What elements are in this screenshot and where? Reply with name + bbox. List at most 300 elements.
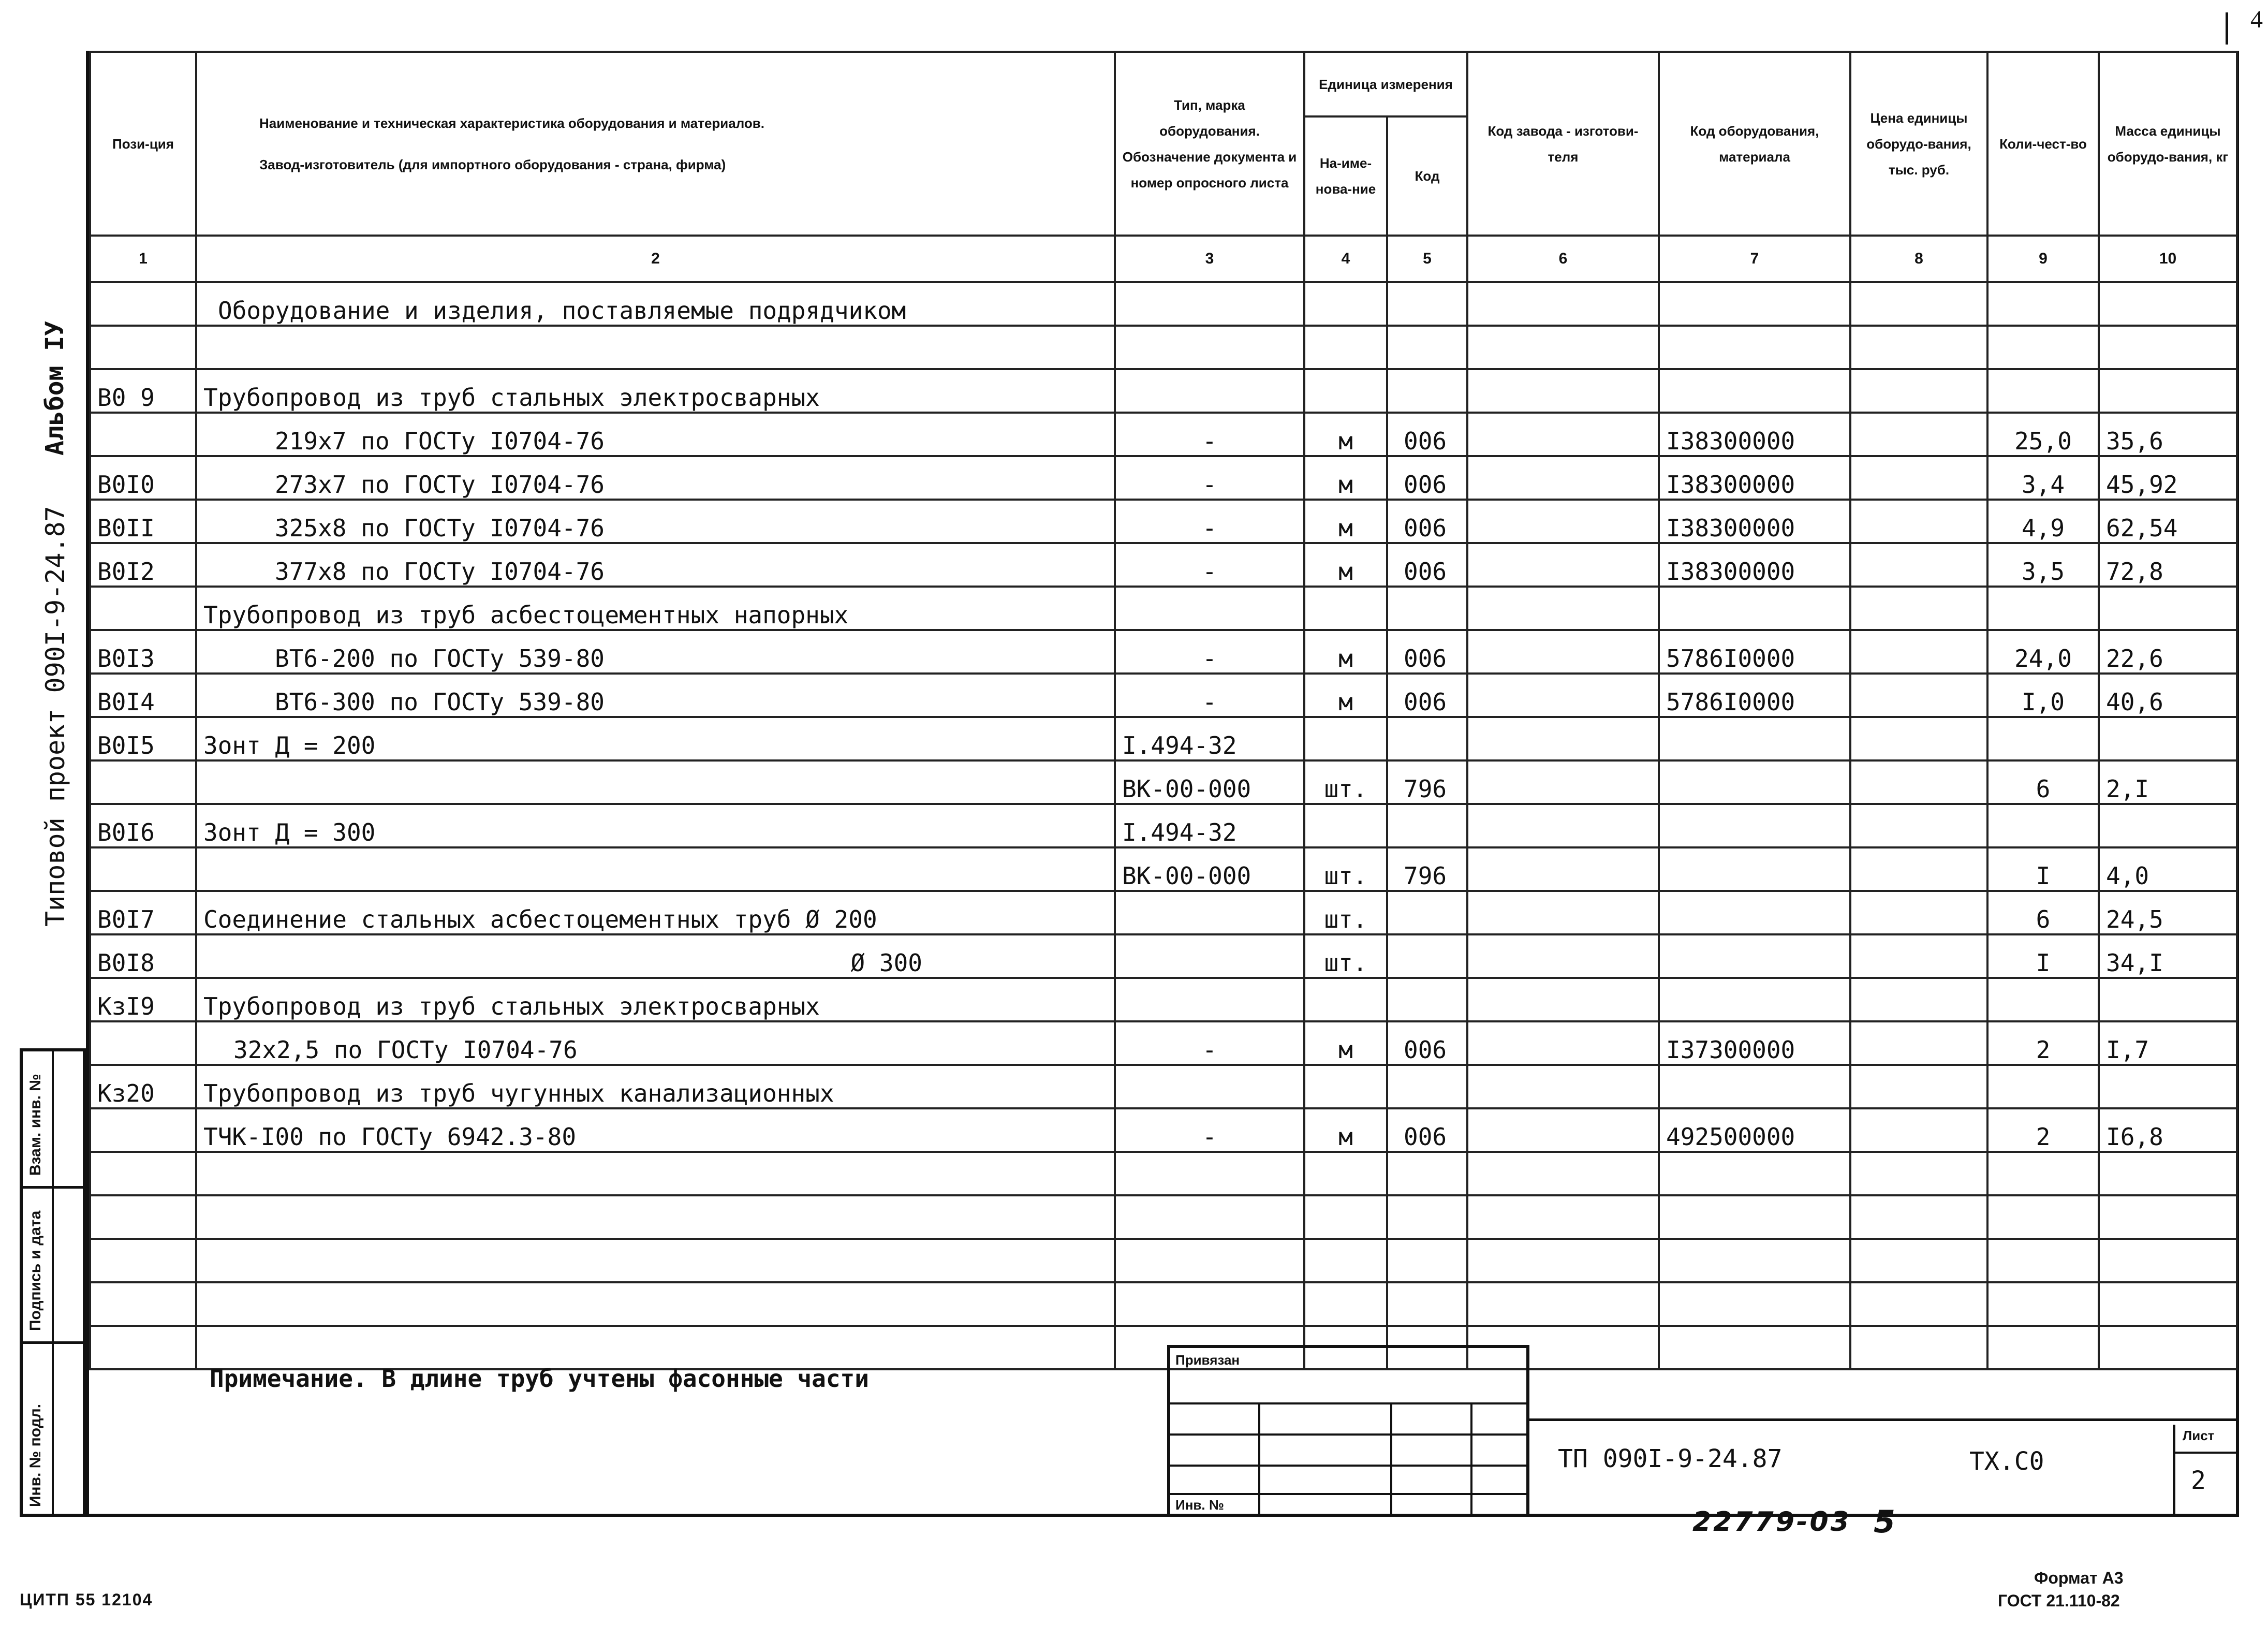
cell-mass	[2099, 282, 2237, 326]
cell-position	[90, 1239, 196, 1282]
cell-unit-code: 006	[1387, 674, 1467, 717]
cell-factory-code	[1467, 413, 1659, 456]
cell-material-code: 5786I0000	[1659, 630, 1850, 674]
cell-type	[1115, 587, 1304, 630]
header-factory-code: Код завода - изготови-теля	[1467, 52, 1659, 236]
project-label: Типовой проект 090I-9-24.87	[40, 506, 70, 927]
document-code: ТП 090I-9-24.87	[1558, 1444, 1783, 1473]
binding-line	[1170, 1433, 1526, 1436]
cell-factory-code	[1467, 500, 1659, 543]
sheet-label: Лист	[2183, 1428, 2215, 1443]
cell-price	[1850, 1326, 1987, 1369]
table-row	[90, 674, 2237, 717]
cell-position	[90, 1326, 196, 1369]
cell-mass	[2099, 1195, 2237, 1239]
stamp-label-signature: Подпись и дата	[27, 1210, 44, 1331]
cell-mass: 2,I	[2099, 760, 2237, 804]
cell-quantity	[1987, 587, 2099, 630]
strip-divider	[23, 1341, 83, 1344]
strip-divider	[23, 1186, 83, 1189]
inventory-extra: 5	[1874, 1504, 1895, 1540]
cell-material-code	[1659, 1326, 1850, 1369]
cell-mass: 72,8	[2099, 543, 2237, 587]
cell-material-code	[1659, 891, 1850, 934]
sheet-separator	[2175, 1452, 2236, 1454]
cell-type	[1115, 1195, 1304, 1239]
binding-vline	[1390, 1402, 1392, 1514]
cell-quantity	[1987, 1195, 2099, 1239]
cell-quantity: I	[1987, 847, 2099, 891]
cell-material-code: I38300000	[1659, 413, 1850, 456]
cell-mass: 24,5	[2099, 891, 2237, 934]
stamp-label-replacement: Взам. инв. №	[27, 1074, 44, 1176]
cell-name: Трубопровод из труб стальных электросварных	[196, 978, 1115, 1021]
cell-name: 32х2,5 по ГОСТу I0704-76	[196, 1021, 1115, 1065]
cell-unit-code	[1387, 282, 1467, 326]
cell-price	[1850, 760, 1987, 804]
header-unit-name: На-име-нова-ние	[1304, 116, 1387, 236]
cell-name: Зонт Д = 300	[196, 804, 1115, 847]
cell-mass	[2099, 326, 2237, 369]
cell-unit-code: 006	[1387, 1021, 1467, 1065]
cell-mass	[2099, 369, 2237, 413]
cell-material-code	[1659, 847, 1850, 891]
cell-material-code	[1659, 934, 1850, 978]
cell-type: -	[1115, 1108, 1304, 1152]
cell-unit-name: м	[1304, 674, 1387, 717]
cell-mass	[2099, 804, 2237, 847]
strip-divider	[52, 1051, 54, 1514]
cell-position	[90, 1282, 196, 1326]
cell-quantity	[1987, 326, 2099, 369]
cell-quantity: 2	[1987, 1021, 2099, 1065]
cell-position	[90, 282, 196, 326]
cell-factory-code	[1467, 978, 1659, 1021]
cell-position: В0I2	[90, 543, 196, 587]
sheet-number: 2	[2191, 1466, 2206, 1495]
cell-position	[90, 847, 196, 891]
cell-mass: 4,0	[2099, 847, 2237, 891]
header-mass: Масса единицы оборудо-вания, кг	[2099, 52, 2237, 236]
cell-position: В0I5	[90, 717, 196, 760]
cell-position: В0I6	[90, 804, 196, 847]
cell-price	[1850, 500, 1987, 543]
cell-unit-code: 796	[1387, 760, 1467, 804]
cell-price	[1850, 978, 1987, 1021]
cell-price	[1850, 891, 1987, 934]
table-row	[90, 587, 2237, 630]
column-number: 8	[1850, 236, 1987, 282]
cell-name: 273х7 по ГОСТу I0704-76	[196, 456, 1115, 500]
cell-unit-name: м	[1304, 500, 1387, 543]
page-number: 4	[2250, 6, 2263, 33]
cell-position: Кз20	[90, 1065, 196, 1108]
cell-price	[1850, 1152, 1987, 1195]
cell-name	[196, 760, 1115, 804]
title-block-line	[1529, 1418, 2236, 1421]
cell-quantity: 4,9	[1987, 500, 2099, 543]
cell-factory-code	[1467, 326, 1659, 369]
table-row	[90, 1021, 2237, 1065]
cell-price	[1850, 1195, 1987, 1239]
cell-quantity	[1987, 804, 2099, 847]
cell-type	[1115, 934, 1304, 978]
cell-position: В0I8	[90, 934, 196, 978]
page-corner-tick	[2226, 12, 2228, 45]
column-number: 1	[90, 236, 196, 282]
cell-material-code: 5786I0000	[1659, 674, 1850, 717]
cell-price	[1850, 369, 1987, 413]
cell-factory-code	[1467, 1282, 1659, 1326]
cell-unit-name: м	[1304, 543, 1387, 587]
cell-mass: 45,92	[2099, 456, 2237, 500]
cell-type: I.494-32	[1115, 804, 1304, 847]
cell-unit-name	[1304, 369, 1387, 413]
table-row	[90, 717, 2237, 760]
cell-position	[90, 587, 196, 630]
cell-type	[1115, 1282, 1304, 1326]
cell-position	[90, 1195, 196, 1239]
cell-price	[1850, 934, 1987, 978]
cell-material-code	[1659, 717, 1850, 760]
cell-name	[196, 1239, 1115, 1282]
cell-type: ВК-00-000	[1115, 847, 1304, 891]
column-number: 6	[1467, 236, 1659, 282]
cell-unit-code: 006	[1387, 456, 1467, 500]
cell-type: ВК-00-000	[1115, 760, 1304, 804]
cell-material-code	[1659, 1239, 1850, 1282]
column-number: 10	[2099, 236, 2237, 282]
cell-unit-name	[1304, 1195, 1387, 1239]
printer-mark: ЦИТП 55 12104	[20, 1590, 153, 1609]
cell-unit-code: 006	[1387, 500, 1467, 543]
cell-factory-code	[1467, 1152, 1659, 1195]
table-row	[90, 282, 2237, 326]
cell-unit-name	[1304, 978, 1387, 1021]
cell-factory-code	[1467, 1239, 1659, 1282]
cell-position	[90, 760, 196, 804]
cell-unit-code	[1387, 978, 1467, 1021]
cell-mass	[2099, 1239, 2237, 1282]
cell-unit-name: шт.	[1304, 760, 1387, 804]
header-name	[196, 52, 1115, 236]
cell-material-code	[1659, 1152, 1850, 1195]
format-label: Формат А3	[2034, 1569, 2124, 1587]
cell-unit-name	[1304, 1239, 1387, 1282]
sheet-box	[2173, 1425, 2236, 1517]
cell-unit-code: 796	[1387, 847, 1467, 891]
cell-position: КзI9	[90, 978, 196, 1021]
cell-type	[1115, 1239, 1304, 1282]
cell-name: Соединение стальных асбестоцементных труб Ø 200	[196, 891, 1115, 934]
table-row	[90, 978, 2237, 1021]
header-name-line1: Наименование и техническая характеристика оборудования и материалов.	[259, 115, 765, 131]
cell-name: 219х7 по ГОСТу I0704-76	[196, 413, 1115, 456]
cell-unit-name	[1304, 282, 1387, 326]
column-number: 2	[196, 236, 1115, 282]
column-number: 3	[1115, 236, 1304, 282]
cell-factory-code	[1467, 543, 1659, 587]
document-mark: ТХ.С0	[1969, 1447, 2044, 1476]
cell-unit-name: шт.	[1304, 847, 1387, 891]
cell-mass: 62,54	[2099, 500, 2237, 543]
cell-price	[1850, 804, 1987, 847]
cell-name: Трубопровод из труб чугунных канализационных	[196, 1065, 1115, 1108]
table-row	[90, 543, 2237, 587]
cell-mass	[2099, 1282, 2237, 1326]
cell-factory-code	[1467, 674, 1659, 717]
cell-position	[90, 1108, 196, 1152]
cell-unit-code: 006	[1387, 543, 1467, 587]
cell-material-code	[1659, 804, 1850, 847]
cell-quantity	[1987, 1152, 2099, 1195]
cell-factory-code	[1467, 847, 1659, 891]
cell-factory-code	[1467, 282, 1659, 326]
cell-unit-code	[1387, 717, 1467, 760]
cell-factory-code	[1467, 456, 1659, 500]
cell-price	[1850, 543, 1987, 587]
cell-factory-code	[1467, 1065, 1659, 1108]
note-text: Примечание. В длине труб учтены фасонные части	[210, 1365, 869, 1393]
gost-label: ГОСТ 21.110-82	[1998, 1591, 2120, 1610]
cell-name: ВТ6-300 по ГОСТу 539-80	[196, 674, 1115, 717]
cell-type	[1115, 369, 1304, 413]
header-quantity: Коли-чест-во	[1987, 52, 2099, 236]
cell-material-code	[1659, 1195, 1850, 1239]
cell-type: I.494-32	[1115, 717, 1304, 760]
cell-quantity: I	[1987, 934, 2099, 978]
cell-unit-name	[1304, 587, 1387, 630]
cell-price	[1850, 630, 1987, 674]
cell-name: ТЧК-I00 по ГОСТу 6942.3-80	[196, 1108, 1115, 1152]
cell-unit-code	[1387, 326, 1467, 369]
header-price: Цена единицы оборудо-вания, тыс. руб.	[1850, 52, 1987, 236]
cell-unit-name	[1304, 326, 1387, 369]
cell-material-code	[1659, 1065, 1850, 1108]
header-unit-code: Код	[1387, 116, 1467, 236]
cell-mass	[2099, 1152, 2237, 1195]
cell-quantity: 2	[1987, 1108, 2099, 1152]
cell-quantity	[1987, 282, 2099, 326]
cell-quantity	[1987, 1239, 2099, 1282]
cell-unit-code	[1387, 1152, 1467, 1195]
cell-price	[1850, 413, 1987, 456]
binding-line	[1170, 1465, 1526, 1467]
cell-mass: 35,6	[2099, 413, 2237, 456]
cell-type: -	[1115, 674, 1304, 717]
table-row	[90, 326, 2237, 369]
header-unit: Единица измерения	[1304, 52, 1467, 116]
cell-position: В0I3	[90, 630, 196, 674]
cell-material-code: I37300000	[1659, 1021, 1850, 1065]
column-number: 5	[1387, 236, 1467, 282]
cell-mass	[2099, 1065, 2237, 1108]
cell-unit-code	[1387, 1195, 1467, 1239]
cell-unit-name: шт.	[1304, 891, 1387, 934]
cell-unit-name	[1304, 1152, 1387, 1195]
cell-factory-code	[1467, 760, 1659, 804]
cell-price	[1850, 1282, 1987, 1326]
cell-mass: I,7	[2099, 1021, 2237, 1065]
binding-line	[1170, 1402, 1526, 1404]
cell-mass: 34,I	[2099, 934, 2237, 978]
cell-mass	[2099, 1326, 2237, 1369]
table-row	[90, 1108, 2237, 1152]
cell-price	[1850, 587, 1987, 630]
cell-material-code: I38300000	[1659, 543, 1850, 587]
header-material-code: Код оборудования, материала	[1659, 52, 1850, 236]
cell-unit-name	[1304, 717, 1387, 760]
cell-unit-code	[1387, 804, 1467, 847]
cell-quantity	[1987, 1065, 2099, 1108]
binding-vline	[1470, 1402, 1472, 1514]
cell-name	[196, 1282, 1115, 1326]
cell-material-code: 492500000	[1659, 1108, 1850, 1152]
cell-material-code	[1659, 369, 1850, 413]
cell-type: -	[1115, 543, 1304, 587]
cell-unit-name	[1304, 804, 1387, 847]
cell-type	[1115, 1152, 1304, 1195]
cell-quantity	[1987, 717, 2099, 760]
cell-price	[1850, 282, 1987, 326]
cell-price	[1850, 326, 1987, 369]
cell-type	[1115, 978, 1304, 1021]
cell-name: Трубопровод из труб стальных электросварных	[196, 369, 1115, 413]
cell-position	[90, 326, 196, 369]
cell-type	[1115, 891, 1304, 934]
table-row	[90, 1065, 2237, 1108]
table-row	[90, 1282, 2237, 1326]
table-row	[90, 934, 2237, 978]
table-row	[90, 500, 2237, 543]
cell-name	[196, 1326, 1115, 1369]
cell-unit-code	[1387, 1239, 1467, 1282]
cell-name	[196, 847, 1115, 891]
cell-price	[1850, 1239, 1987, 1282]
specification-body	[90, 282, 2237, 1369]
cell-price	[1850, 1065, 1987, 1108]
cell-name	[196, 1195, 1115, 1239]
cell-mass	[2099, 978, 2237, 1021]
cell-mass	[2099, 717, 2237, 760]
cell-type: -	[1115, 413, 1304, 456]
cell-type	[1115, 326, 1304, 369]
table-row	[90, 804, 2237, 847]
cell-factory-code	[1467, 891, 1659, 934]
cell-material-code	[1659, 1282, 1850, 1326]
column-number-row	[90, 236, 2237, 282]
cell-quantity: 25,0	[1987, 413, 2099, 456]
cell-price	[1850, 1021, 1987, 1065]
cell-quantity: 3,4	[1987, 456, 2099, 500]
table-row	[90, 760, 2237, 804]
table-row	[90, 1152, 2237, 1195]
cell-position	[90, 413, 196, 456]
stamp-label-original: Инв. № подл.	[27, 1403, 44, 1507]
cell-factory-code	[1467, 1021, 1659, 1065]
cell-material-code	[1659, 282, 1850, 326]
cell-factory-code	[1467, 1108, 1659, 1152]
cell-unit-name	[1304, 1065, 1387, 1108]
cell-name: Оборудование и изделия, поставляемые подрядчиком	[196, 282, 1115, 326]
cell-mass: I6,8	[2099, 1108, 2237, 1152]
cell-position: В0I0	[90, 456, 196, 500]
cell-factory-code	[1467, 804, 1659, 847]
cell-position	[90, 1021, 196, 1065]
cell-material-code	[1659, 587, 1850, 630]
album-label: Альбом IУ	[40, 320, 69, 456]
cell-unit-name: шт.	[1304, 934, 1387, 978]
cell-quantity: 24,0	[1987, 630, 2099, 674]
cell-unit-code	[1387, 1065, 1467, 1108]
table-row	[90, 369, 2237, 413]
column-number: 9	[1987, 236, 2099, 282]
cell-material-code	[1659, 326, 1850, 369]
cell-unit-name: м	[1304, 1108, 1387, 1152]
cell-position: В0 9	[90, 369, 196, 413]
cell-unit-code: 006	[1387, 413, 1467, 456]
cell-type: -	[1115, 456, 1304, 500]
cell-factory-code	[1467, 369, 1659, 413]
cell-unit-name	[1304, 1282, 1387, 1326]
table-row	[90, 456, 2237, 500]
cell-unit-name: м	[1304, 456, 1387, 500]
cell-unit-code	[1387, 587, 1467, 630]
table-row	[90, 1239, 2237, 1282]
cell-mass	[2099, 587, 2237, 630]
table-row	[90, 1195, 2237, 1239]
table-row	[90, 630, 2237, 674]
cell-quantity: 6	[1987, 891, 2099, 934]
table-row	[90, 413, 2237, 456]
cell-position: В0I7	[90, 891, 196, 934]
specification-table	[89, 51, 2238, 1370]
header-name-line2: Завод-изготовитель (для импортного оборудования - страна, фирма)	[259, 156, 726, 172]
cell-name: ВТ6-200 по ГОСТу 539-80	[196, 630, 1115, 674]
binding-title: Привязан	[1175, 1352, 1240, 1368]
cell-factory-code	[1467, 1195, 1659, 1239]
table-row	[90, 847, 2237, 891]
cell-price	[1850, 456, 1987, 500]
cell-quantity: I,0	[1987, 674, 2099, 717]
approval-stamp-strip	[20, 1048, 86, 1517]
cell-quantity: 3,5	[1987, 543, 2099, 587]
cell-material-code: I38300000	[1659, 500, 1850, 543]
inventory-stamp: 22779-03	[1692, 1506, 1851, 1538]
cell-unit-name: м	[1304, 1021, 1387, 1065]
cell-quantity	[1987, 369, 2099, 413]
cell-name: Ø 300	[196, 934, 1115, 978]
cell-type	[1115, 282, 1304, 326]
header-position: Пози-ция	[90, 52, 196, 236]
cell-unit-code	[1387, 934, 1467, 978]
cell-material-code	[1659, 760, 1850, 804]
cell-factory-code	[1467, 587, 1659, 630]
cell-quantity	[1987, 978, 2099, 1021]
cell-quantity	[1987, 1282, 2099, 1326]
cell-material-code	[1659, 978, 1850, 1021]
cell-price	[1850, 1108, 1987, 1152]
cell-price	[1850, 674, 1987, 717]
cell-position	[90, 1152, 196, 1195]
cell-unit-name: м	[1304, 413, 1387, 456]
cell-unit-code	[1387, 891, 1467, 934]
cell-type: -	[1115, 1021, 1304, 1065]
binding-inv-label: Инв. №	[1175, 1497, 1224, 1513]
cell-name: 377х8 по ГОСТу I0704-76	[196, 543, 1115, 587]
cell-factory-code	[1467, 630, 1659, 674]
cell-unit-name: м	[1304, 630, 1387, 674]
